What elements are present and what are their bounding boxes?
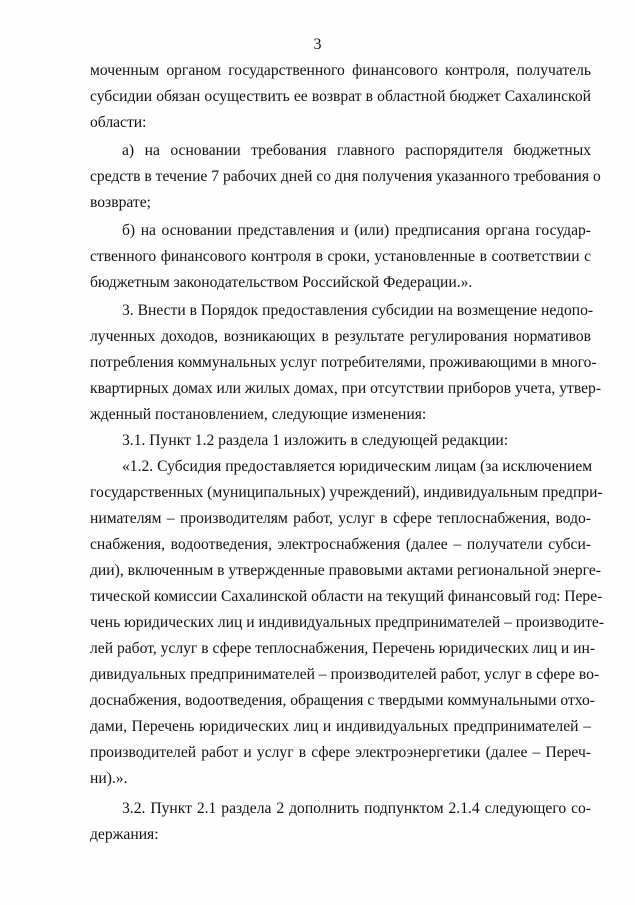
text-line: 3. Внести в Порядок предоставления субсидии на возмещение недопо- (122, 302, 594, 319)
text-line: нимателям – производителям работ, услуг в сфере теплоснабжения, водо- (90, 510, 591, 527)
text-line: снабжения, водоотведения, электроснабжения (далее – получатели субси- (90, 536, 591, 553)
text-line: жденный постановлением, следующие изменения: (90, 406, 427, 423)
text-line: а) на основании требования главного распорядителя бюджетных (122, 142, 591, 159)
text-line: государственных (муниципальных) учреждений), индивидуальным предпри- (90, 484, 603, 501)
text-line: потребления коммунальных услуг потребителями, проживающими в много- (90, 354, 597, 371)
text-line: «1.2. Субсидия предоставляется юридическим лицам (за исключением (122, 458, 593, 475)
text-line: бюджетным законодательством Российской Федерации.». (90, 274, 473, 291)
text-line: ни).». (90, 770, 128, 787)
text-line: средств в течение 7 рабочих дней со дня получения указанного требования о (90, 168, 601, 185)
text-line: чень юридических лиц и индивидуальных предпринимателей – производите- (90, 614, 605, 631)
text-line: моченным органом государственного финансового контроля, получатель (90, 62, 591, 79)
text-line: 3.1. Пункт 1.2 раздела 1 изложить в следующей редакции: (122, 432, 509, 449)
text-line: квартирных домах или жилых домах, при отсутствии приборов учета, утвер- (90, 380, 602, 397)
document-body (90, 58, 605, 848)
text-line: дами, Перечень юридических лиц и индивидуальных предпринимателей – (90, 718, 591, 735)
text-line: дии), включенным в утвержденные правовыми актами региональной энерге- (90, 562, 601, 579)
text-line: доснабжения, водоотведения, обращения с твердыми коммунальными отхо- (90, 692, 595, 709)
text-line: б) на основании представления и (или) предписания органа государ- (122, 222, 591, 239)
text-line: производителей работ и услуг в сфере электроэнергетики (далее – Переч- (90, 744, 591, 761)
text-line: ственного финансового контроля в сроки, установленные в соответствии с (90, 248, 591, 265)
text-line: дивидуальных предпринимателей – производителей работ, услуг в сфере во- (90, 666, 600, 683)
text-line: тической комиссии Сахалинской области на текущий финансовый год: Пере- (90, 588, 603, 605)
text-line: субсидии обязан осуществить ее возврат в областной бюджет Сахалинской (90, 88, 591, 105)
text-line: лученных доходов, возникающих в результате регулирования нормативов (90, 328, 591, 345)
page-number: 3 (313, 36, 322, 53)
text-line: лей работ, услуг в сфере теплоснабжения, Перечень юридических лиц и ин- (90, 640, 596, 657)
text-line: держания: (90, 826, 159, 843)
text-line: возврате; (90, 194, 151, 211)
text-line: области: (90, 114, 147, 131)
text-line: 3.2. Пункт 2.1 раздела 2 дополнить подпунктом 2.1.4 следующего со- (122, 800, 591, 817)
